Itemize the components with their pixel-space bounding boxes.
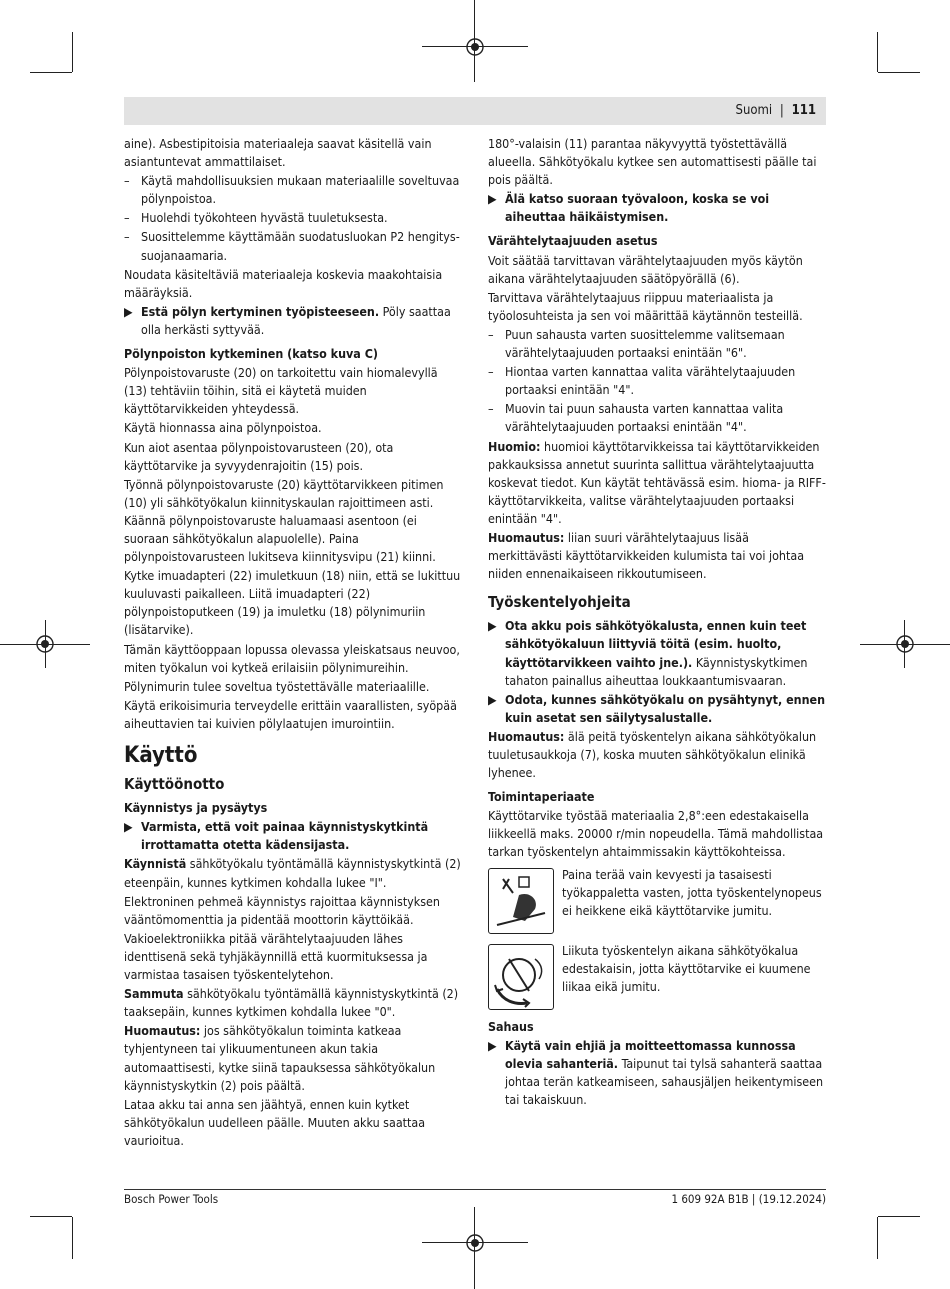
paragraph: Huomautus: jos sähkötyökalun toiminta katkeaa tyhjentyneen tai ylikuumentuneen akun takia automaattisesti, kytke siinä tapauksessa sähkötyökalun käynnistyskytkin (2) pois päältä. (124, 1023, 436, 1093)
crop-mark (30, 72, 72, 73)
header-text (736, 103, 816, 118)
paragraph: Pölynimurin tulee soveltua työstettävälle materiaalille. (124, 678, 430, 694)
paragraph: Sammuta sähkötyökalu työntämällä käynnistyskytkintä (2) taaksepäin, kunnes kytkimen kohdalla lukee "0". (124, 986, 459, 1020)
paragraph: Elektroninen pehmeä käynnistys rajoittaa käynnistyksen vääntömomenttia ja pidentää moottorin käyttöikää. (124, 893, 440, 927)
subheading: Pölynpoiston kytkeminen (katso kuva C) (124, 346, 378, 362)
section-subheading: Työskentelyohjeita (488, 593, 631, 612)
registration-target-icon (464, 36, 486, 58)
paragraph: Huomautus: liian suuri värähtelytaajuus lisää merkittävästi käyttötarvikkeiden kulumista tai voi johtaa niiden ennenaikaiseen rikkoutumiseen. (488, 529, 805, 582)
warning-item: ▶ Älä katso suoraan työvaloon, koska se voi aiheuttaa häikäistymisen. (488, 191, 770, 225)
paragraph: Pölynpoistovaruste (20) on tarkoitettu vain hiomalevyllä (13) tehtäviin töihin, sitä ei käytetä muiden käyttötarvikkeiden yhteydessä. (124, 365, 438, 417)
warning-bullet-icon: ▶ (488, 1037, 497, 1053)
paragraph: Voit säätää tarvittavan värähtelytaajuuden myös käytön aikana värähtelytaajuuden säätöpyörällä (6). (488, 252, 803, 286)
crop-mark (30, 1216, 72, 1217)
warning-bullet-icon: ▶ (124, 819, 133, 835)
header-language: Suomi (735, 103, 773, 118)
warning-item: ▶ Varmista, että voit painaa käynnistyskytkintä irrottamatta otetta kädensijasta. (124, 819, 429, 853)
paragraph: Huomautus: älä peitä työskentelyn aikana sähkötyökalun tuuletusaukkoja (7), koska muuten sähkötyökalun elinikä lyhenee. (488, 728, 817, 781)
subheading: Käynnistys ja pysäytys (124, 800, 268, 816)
footer-left: Bosch Power Tools (124, 1192, 219, 1206)
dash-item: – Muovin tai puun sahausta varten kannattaa valita värähtelytaajuuden portaaksi enintään "4". (488, 401, 784, 435)
icon-instruction-text: Paina terää vain kevyesti ja tasaisesti työkappaletta vasten, jotta työskentelynopeus ei heikkene eikä käyttötarvike jumitu. (562, 866, 822, 918)
paragraph: Tarvittava värähtelytaajuus riippuu materiaalista ja työolosuhteista ja sen voi määrittää käytännön testeillä. (488, 289, 803, 323)
paragraph: Käynnistä sähkötyökalu työntämällä käynnistyskytkintä (2) eteenpäin, kunnes kytkimen kohdalla lukee "I". (124, 856, 461, 890)
section-subheading: Käyttöönotto (124, 775, 225, 794)
crop-mark (877, 1217, 878, 1259)
page-header (124, 97, 826, 125)
subheading: Toimintaperiaate (488, 789, 595, 805)
paragraph: Vakioelektroniikka pitää värähtelytaajuuden lähes identtisenä sekä tyhjäkäynnillä että kuormituksessa ja varmistaa tasaisen työskentelytehon. (124, 930, 428, 983)
warning-item: ▶ Odota, kunnes sähkötyökalu on pysähtynyt, ennen kuin asetat sen säilytysalustalle. (488, 691, 826, 725)
instruction-with-icon (488, 866, 826, 936)
instruction-with-icon (488, 942, 826, 1012)
header-separator: | (779, 103, 784, 118)
warning-item: ▶ Ota akku pois sähkötyökalusta, ennen kuin teet sähkötyökaluun liittyviä töitä (esim. huolto, käyttötarvikkeen vaihto jne.). Käynnistyskytkimen tahaton painallus aiheuttaa loukkaantumisvaaran. (488, 618, 808, 688)
warning-bullet-icon: ▶ (488, 618, 497, 634)
footer-right: 1 609 92A B1B | (19.12.2024) (671, 1192, 826, 1206)
crop-mark (72, 1217, 73, 1259)
paragraph: 180°-valaisin (11) parantaa näkyvyyttä työstettävällä alueella. Sähkötyökalu kytkee sen automattisesti päälle tai pois päältä. (488, 136, 817, 188)
right-column (488, 135, 826, 1110)
paragraph: Käytä hionnassa aina pölynpoistoa. (124, 420, 322, 436)
paragraph: Kun aiot asentaa pölynpoistovarusteen (20), ota käyttötarvike ja syvyydenrajoitin (15) pois. (124, 439, 394, 473)
paragraph: Kytke imuadapteri (22) imuletkuun (18) niin, että se lukittuu kuuluvasti paikalleen. Liitä imuadapteri (22) pölynpoistoputkeen (19) ja imuletku (18) pölynimuriin (lisätarvike). (124, 568, 461, 638)
dash-item: – Hiontaa varten kannattaa valita värähtelytaajuuden portaaksi enintään "4". (488, 364, 796, 398)
paragraph: Lataa akku tai anna sen jäähtyä, ennen kuin kytket sähkötyökalun uudelleen päälle. Muuten akku saattaa vaurioitua. (124, 1096, 426, 1148)
subheading: Sahaus (488, 1018, 534, 1034)
warning-item: ▶ Käytä vain ehjiä ja moitteettomassa kunnossa olevia sahanteriä. Taipunut tai tylsä sahanterä saattaa johtaa terän katkeamiseen, sahausjäljen heikentymiseen tai takaiskuun. (488, 1037, 824, 1107)
page-number: 111 (791, 103, 816, 118)
registration-target-icon (34, 633, 56, 655)
paragraph: Huomio: huomioi käyttötarvikkeissa tai käyttötarvikkeiden pakkauksissa annetut suurinta sallittua värähtelytaajuutta koskevat tiedot. Kun käytät tehtävässä esim. hioma- ja RIFF-käyttötarvikkeita, valitse värähtelytaajuuden portaaksi enintään "4". (488, 438, 826, 526)
back-and-forth-icon (488, 944, 554, 1010)
paragraph: Käytä erikoisimuria terveydelle erittäin vaarallisten, syöpää aiheuttavien tai kuivien pölylaatujen imurointiin. (124, 697, 457, 731)
hand-pressing-icon (488, 868, 554, 934)
dash-item: – Puun sahausta varten suosittelemme valitsemaan värähtelytaajuuden portaaksi enintään "6". (488, 326, 785, 361)
paragraph: Työnnä pölynpoistovaruste (20) käyttötarvikkeen pitimen (10) yli sähkötyökalun kiinnityskaulan rajoittimeen asti. Käännä pölynpoistovaruste haluamaasi asentoon (ei suoraan sähkötyökalun alapuolelle). Paina pölynpoistovarusteen lukitseva kiinnitysvipu (21) kiinni. (124, 476, 444, 565)
paragraph: aine). Asbestipitoisia materiaaleja saavat käsitellä vain asiantuntevat ammattilaiset. (124, 136, 432, 170)
registration-target-icon (894, 633, 916, 655)
warning-bullet-icon: ▶ (124, 303, 133, 319)
subheading: Värähtelytaajuuden asetus (488, 233, 658, 249)
crop-mark (878, 72, 920, 73)
registration-target-icon (464, 1232, 486, 1254)
dash-item: – Huolehdi työkohteen hyvästä tuuletuksesta. (124, 210, 388, 226)
footer-rule (124, 1189, 826, 1190)
crop-mark (877, 32, 878, 72)
warning-bullet-icon: ▶ (488, 691, 497, 707)
dash-item: – Käytä mahdollisuuksien mukaan materiaalille soveltuvaa pölynpoistoa. (124, 173, 460, 207)
crop-mark (72, 32, 73, 72)
dash-item: – Suosittelemme käyttämään suodatusluokan P2 hengityssuojanaamaria. (124, 229, 460, 263)
paragraph: Tämän käyttöoppaan lopussa olevassa yleiskatsaus neuvoo, miten työkalun voi kytkeä erilaisiin pölynimureihin. (124, 641, 460, 675)
warning-item: ▶ Estä pölyn kertyminen työpisteeseen. Pöly saattaa olla herkästi syttyvää. (124, 303, 451, 337)
crop-mark (878, 1216, 920, 1217)
paragraph: Käyttötarvike työstää materiaalia 2,8°:een edestakaisella liikkeellä maks. 20000 r/min nopeudella. Tämä mahdollistaa tarkan työskentelyn ahtaimmissakin käyttökohteissa. (488, 808, 824, 860)
paragraph: Noudata käsiteltäviä materiaaleja koskevia maakohtaisia määräyksiä. (124, 266, 443, 300)
warning-bullet-icon: ▶ (488, 191, 497, 207)
section-heading: Käyttö (124, 743, 198, 768)
icon-instruction-text: Liikuta työskentelyn aikana sähkötyökalua edestakaisin, jotta käyttötarvike ei kuumene liikaa eikä jumitu. (562, 942, 811, 994)
left-column (124, 135, 461, 1151)
